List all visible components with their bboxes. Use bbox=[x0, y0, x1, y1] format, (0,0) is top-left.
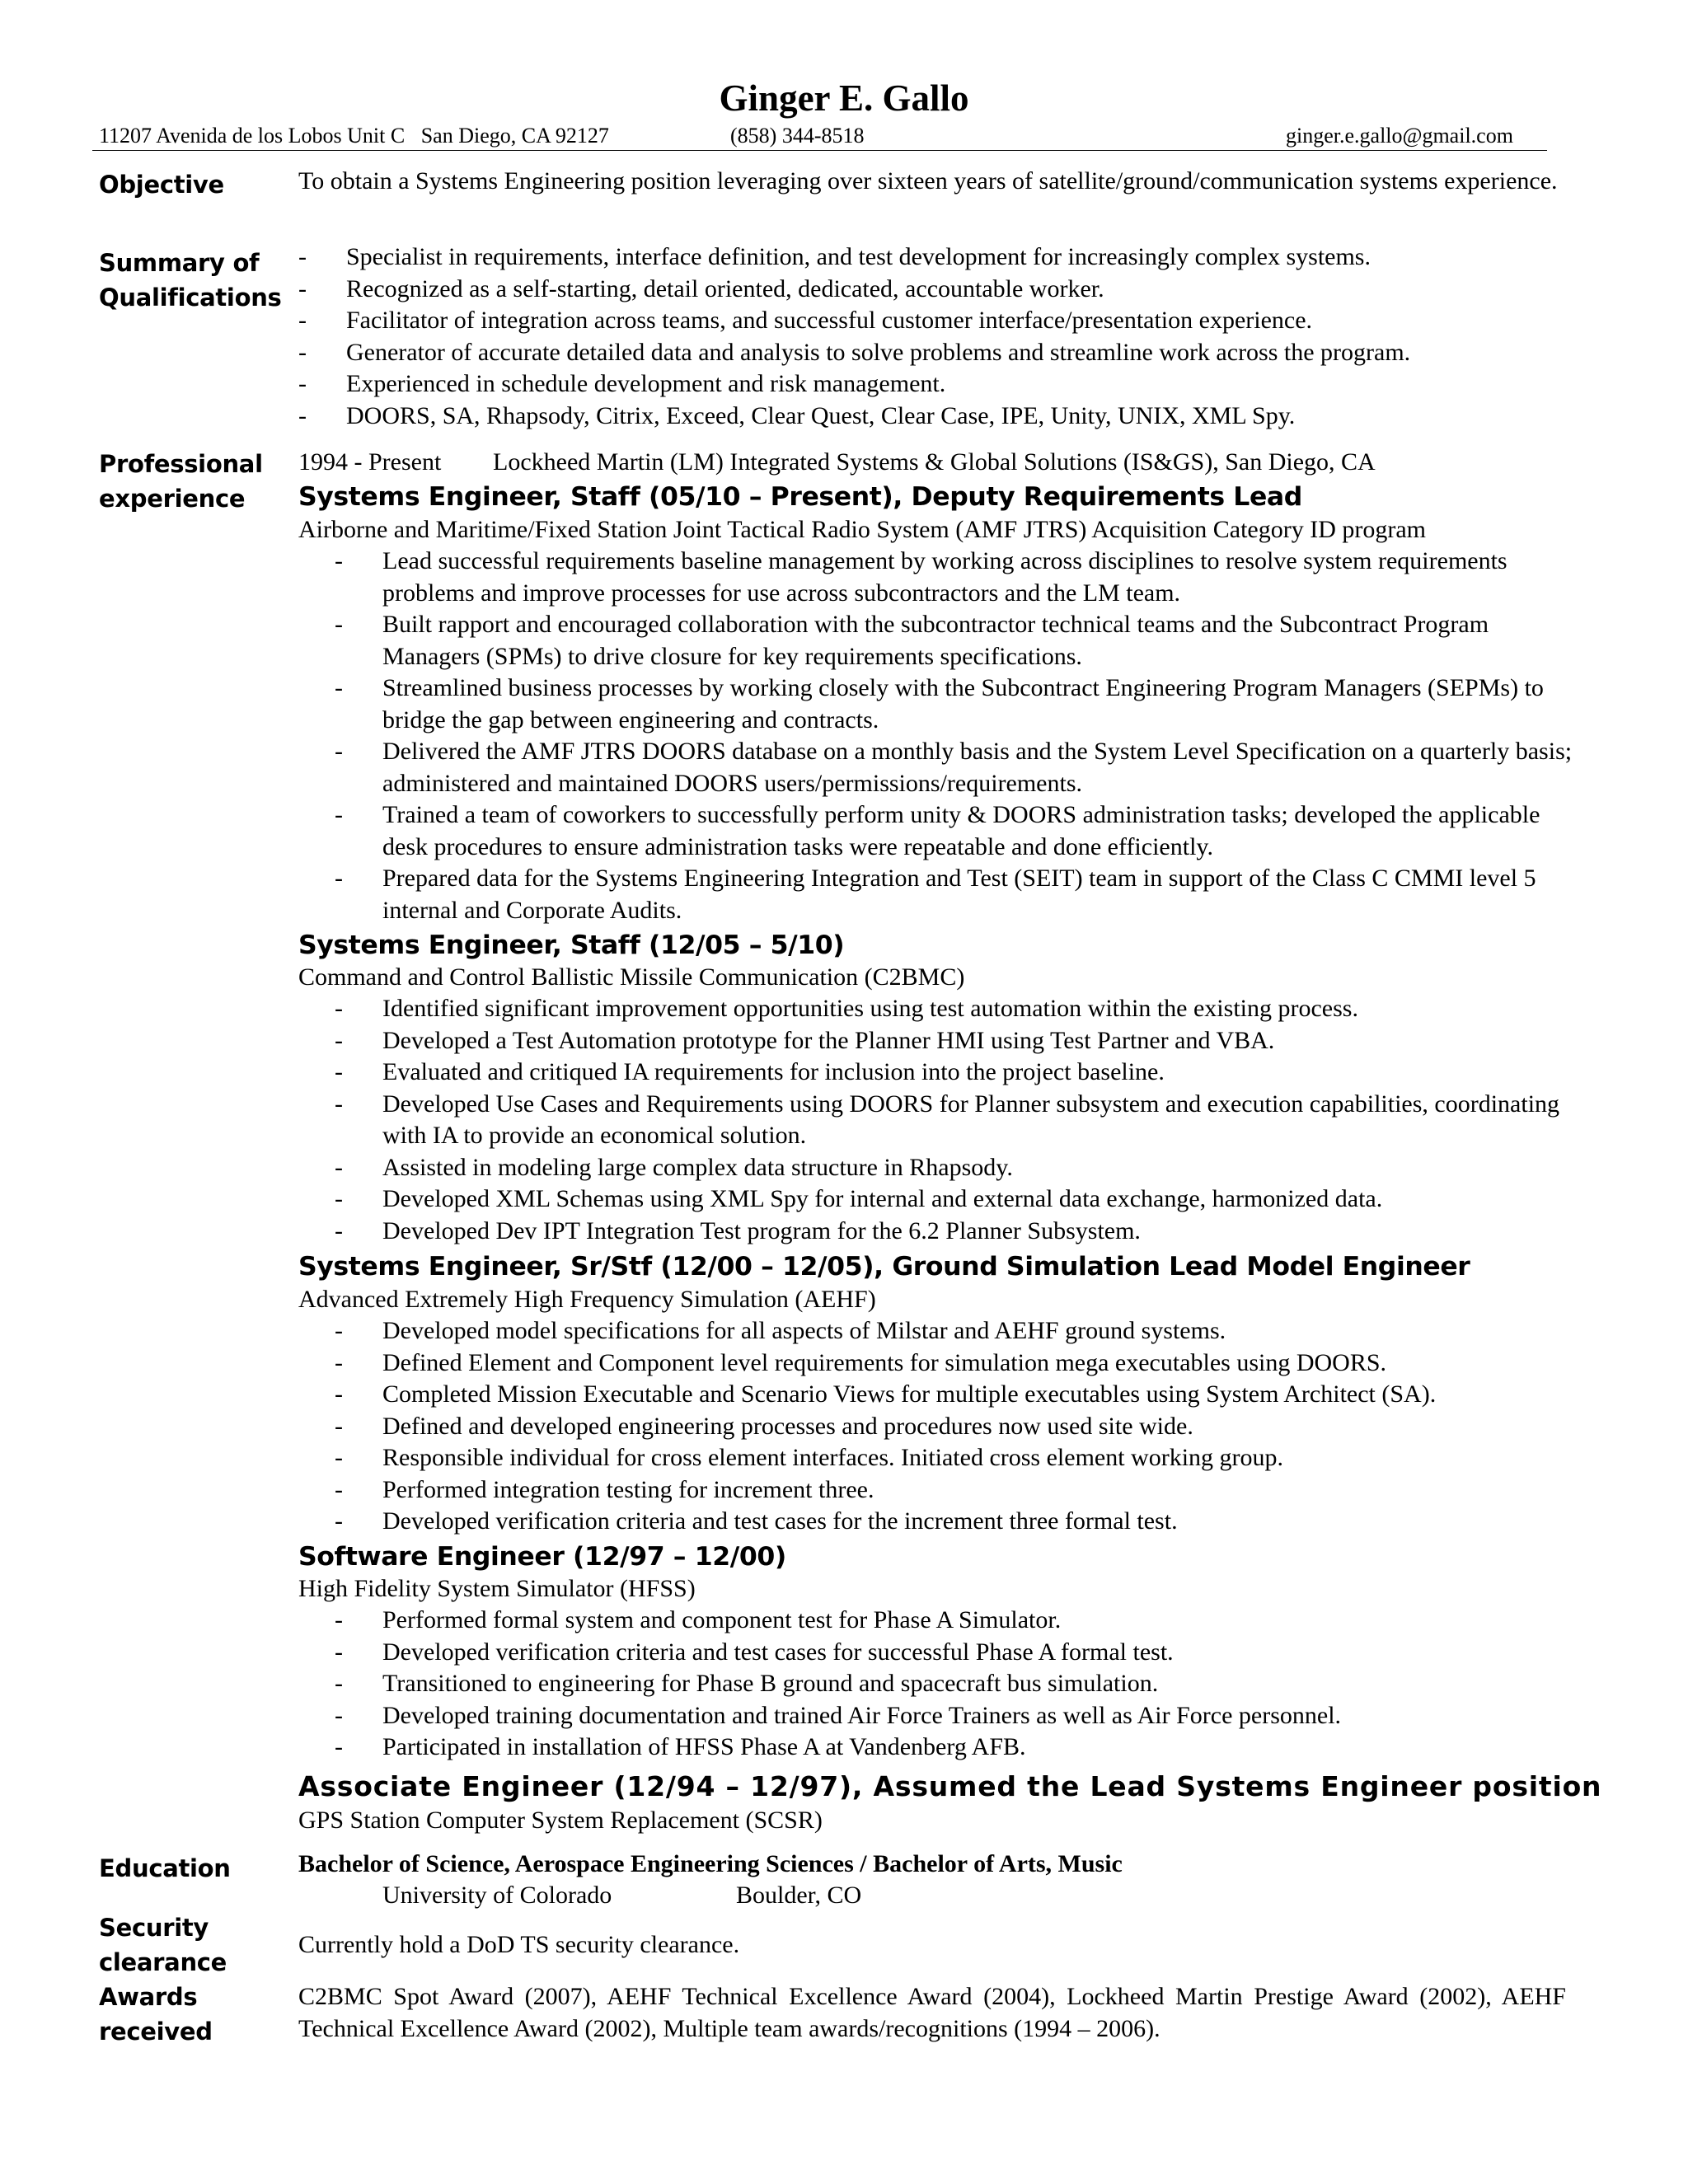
security-label-line2: clearance bbox=[99, 1948, 227, 1976]
list-item: - Trained a team of coworkers to successfully perform unity & DOORS administration tasks; developed the applicable desk procedures to ensure administration tasks were repeatable and done efficiently. bbox=[335, 801, 1540, 860]
list-item: - Evaluated and critiqued IA requirements for inclusion into the project baseline. bbox=[335, 1058, 1165, 1085]
resume-name: Ginger E. Gallo bbox=[719, 77, 969, 119]
list-item: - Developed a Test Automation prototype for the Planner HMI using Test Partner and VBA. bbox=[335, 1026, 1275, 1054]
list-item: - Developed Dev IPT Integration Test program for the 6.2 Planner Subsystem. bbox=[335, 1216, 1141, 1244]
education-city: Boulder, CO bbox=[736, 1882, 862, 1909]
job-title: Systems Engineer, Staff (12/05 – 5/10) bbox=[298, 930, 845, 960]
list-item: - Identified significant improvement opportunities using test automation within the existing process. bbox=[335, 995, 1358, 1022]
job-program: Airborne and Maritime/Fixed Station Joint Tactical Radio System (AMF JTRS) Acquisition Category ID program bbox=[298, 516, 1427, 543]
list-item: - Transitioned to engineering for Phase B ground and spacecraft bus simulation. bbox=[335, 1670, 1159, 1697]
list-item: - Defined Element and Component level requirements for simulation mega executables using DOORS. bbox=[335, 1348, 1387, 1376]
education-school: University of Colorado bbox=[382, 1882, 612, 1909]
list-item: - Responsible individual for cross element interfaces. Initiated cross element working group. bbox=[335, 1444, 1284, 1471]
header-divider bbox=[92, 150, 1547, 151]
employer-company: Lockheed Martin (LM) Integrated Systems & Global Solutions (IS&GS), San Diego, CA bbox=[493, 448, 1376, 476]
list-item: - Performed formal system and component test for Phase A Simulator. bbox=[335, 1606, 1062, 1633]
job-bullet-list bbox=[298, 546, 1576, 926]
objective-label: Objective bbox=[99, 171, 224, 199]
list-item: - Recognized as a self-starting, detail oriented, dedicated, accountable worker. bbox=[298, 274, 1104, 302]
awards-label-line1: Awards bbox=[99, 1983, 198, 2011]
list-item: - Streamlined business processes by working closely with the Subcontract Engineering Program Managers (SEPMs) to bridge the gap between engineering and contracts. bbox=[335, 674, 1544, 733]
list-item: - Built rapport and encouraged collaboration with the subcontractor technical teams and the Subcontract Program Managers (SPMs) to drive closure for key requirements specifications. bbox=[335, 611, 1489, 670]
job-program: GPS Station Computer System Replacement (SCSR) bbox=[298, 1807, 823, 1834]
list-item: - Prepared data for the Systems Engineering Integration and Test (SEIT) team in support of the Class C CMMI level 5 internal and Corporate Audits. bbox=[335, 865, 1536, 924]
education-degree: Bachelor of Science, Aerospace Engineering Sciences / Bachelor of Arts, Music bbox=[298, 1850, 1123, 1877]
list-item: - Developed verification criteria and test cases for successful Phase A formal test. bbox=[335, 1638, 1174, 1666]
list-item: - Generator of accurate detailed data and analysis to solve problems and streamline work across the program. bbox=[298, 338, 1411, 366]
job-title: Associate Engineer (12/94 – 12/97), Assumed the Lead Systems Engineer position bbox=[298, 1770, 1602, 1802]
summary-label-line1: Summary of bbox=[99, 249, 260, 277]
list-item: - Performed integration testing for increment three. bbox=[335, 1475, 874, 1503]
job-title: Systems Engineer, Sr/Stf (12/00 – 12/05), Ground Simulation Lead Model Engineer bbox=[298, 1252, 1470, 1282]
employer-dates: 1994 - Present bbox=[298, 448, 442, 476]
job-bullet-list bbox=[298, 1315, 1576, 1538]
list-item: - Lead successful requirements baseline management by working across disciplines to resolve system requirements problems and improve processes for use across subcontractors and the LM team. bbox=[335, 547, 1507, 607]
contact-email: ginger.e.gallo@gmail.com bbox=[1286, 124, 1513, 148]
list-item: - Developed verification criteria and test cases for the increment three formal test. bbox=[335, 1507, 1178, 1535]
list-item: - Assisted in modeling large complex data structure in Rhapsody. bbox=[335, 1153, 1013, 1181]
list-item: - Developed model specifications for all aspects of Milstar and AEHF ground systems. bbox=[335, 1317, 1226, 1344]
list-item: - Developed XML Schemas using XML Spy for internal and external data exchange, harmonized data. bbox=[335, 1185, 1383, 1212]
objective-text: To obtain a Systems Engineering position leveraging over sixteen years of satellite/ground/communication systems experience. bbox=[298, 167, 1558, 194]
job-bullet-list bbox=[298, 993, 1576, 1247]
security-text: Currently hold a DoD TS security clearance. bbox=[298, 1931, 740, 1958]
contact-phone: (858) 344-8518 bbox=[730, 124, 865, 148]
awards-text: C2BMC Spot Award (2007), AEHF Technical Excellence Award (2004), Lockheed Martin Prestige Award (2002), AEHF Technical Excellence Award (2002), Multiple team awards/recognitions (1994 – 2006). bbox=[298, 1983, 1566, 2042]
list-item: - DOORS, SA, Rhapsody, Citrix, Exceed, Clear Quest, Clear Case, IPE, Unity, UNIX, XML Spy. bbox=[298, 401, 1296, 429]
list-item: - Developed Use Cases and Requirements using DOORS for Planner subsystem and execution capabilities, coordinating with IA to provide an economical solution. bbox=[335, 1090, 1560, 1149]
job-bullet-list bbox=[298, 1605, 1576, 1764]
job-title: Systems Engineer, Staff (05/10 – Present), Deputy Requirements Lead bbox=[298, 482, 1302, 512]
job-program: High Fidelity System Simulator (HFSS) bbox=[298, 1575, 696, 1602]
list-item: - Defined and developed engineering processes and procedures now used site wide. bbox=[335, 1412, 1193, 1440]
list-item: - Developed training documentation and trained Air Force Trainers as well as Air Force personnel. bbox=[335, 1701, 1342, 1729]
list-item: - Delivered the AMF JTRS DOORS database on a monthly basis and the System Level Specification on a quarterly basis; administered and maintained DOORS users/permissions/requirements. bbox=[335, 738, 1573, 797]
contact-address: 11207 Avenida de los Lobos Unit C San Diego, CA 92127 bbox=[99, 124, 609, 148]
awards-label-line2: received bbox=[99, 2018, 213, 2046]
list-item: - Experienced in schedule development and risk management. bbox=[298, 370, 946, 397]
list-item: - Completed Mission Executable and Scenario Views for multiple executables using System Architect (SA). bbox=[335, 1380, 1437, 1408]
list-item: - Facilitator of integration across teams, and successful customer interface/presentation experience. bbox=[298, 307, 1313, 334]
experience-label-line2: experience bbox=[99, 485, 246, 513]
job-title: Software Engineer (12/97 – 12/00) bbox=[298, 1542, 786, 1572]
list-item: - Participated in installation of HFSS Phase A at Vandenberg AFB. bbox=[335, 1733, 1026, 1760]
list-item: - Specialist in requirements, interface definition, and test development for increasingly complex systems. bbox=[298, 243, 1371, 270]
job-program: Advanced Extremely High Frequency Simulation (AEHF) bbox=[298, 1286, 876, 1313]
summary-list bbox=[298, 241, 1584, 432]
job-program: Command and Control Ballistic Missile Communication (C2BMC) bbox=[298, 963, 965, 991]
summary-label-line2: Qualifications bbox=[99, 284, 282, 312]
experience-label-line1: Professional bbox=[99, 450, 263, 478]
security-label-line1: Security bbox=[99, 1914, 209, 1942]
education-label: Education bbox=[99, 1854, 231, 1882]
